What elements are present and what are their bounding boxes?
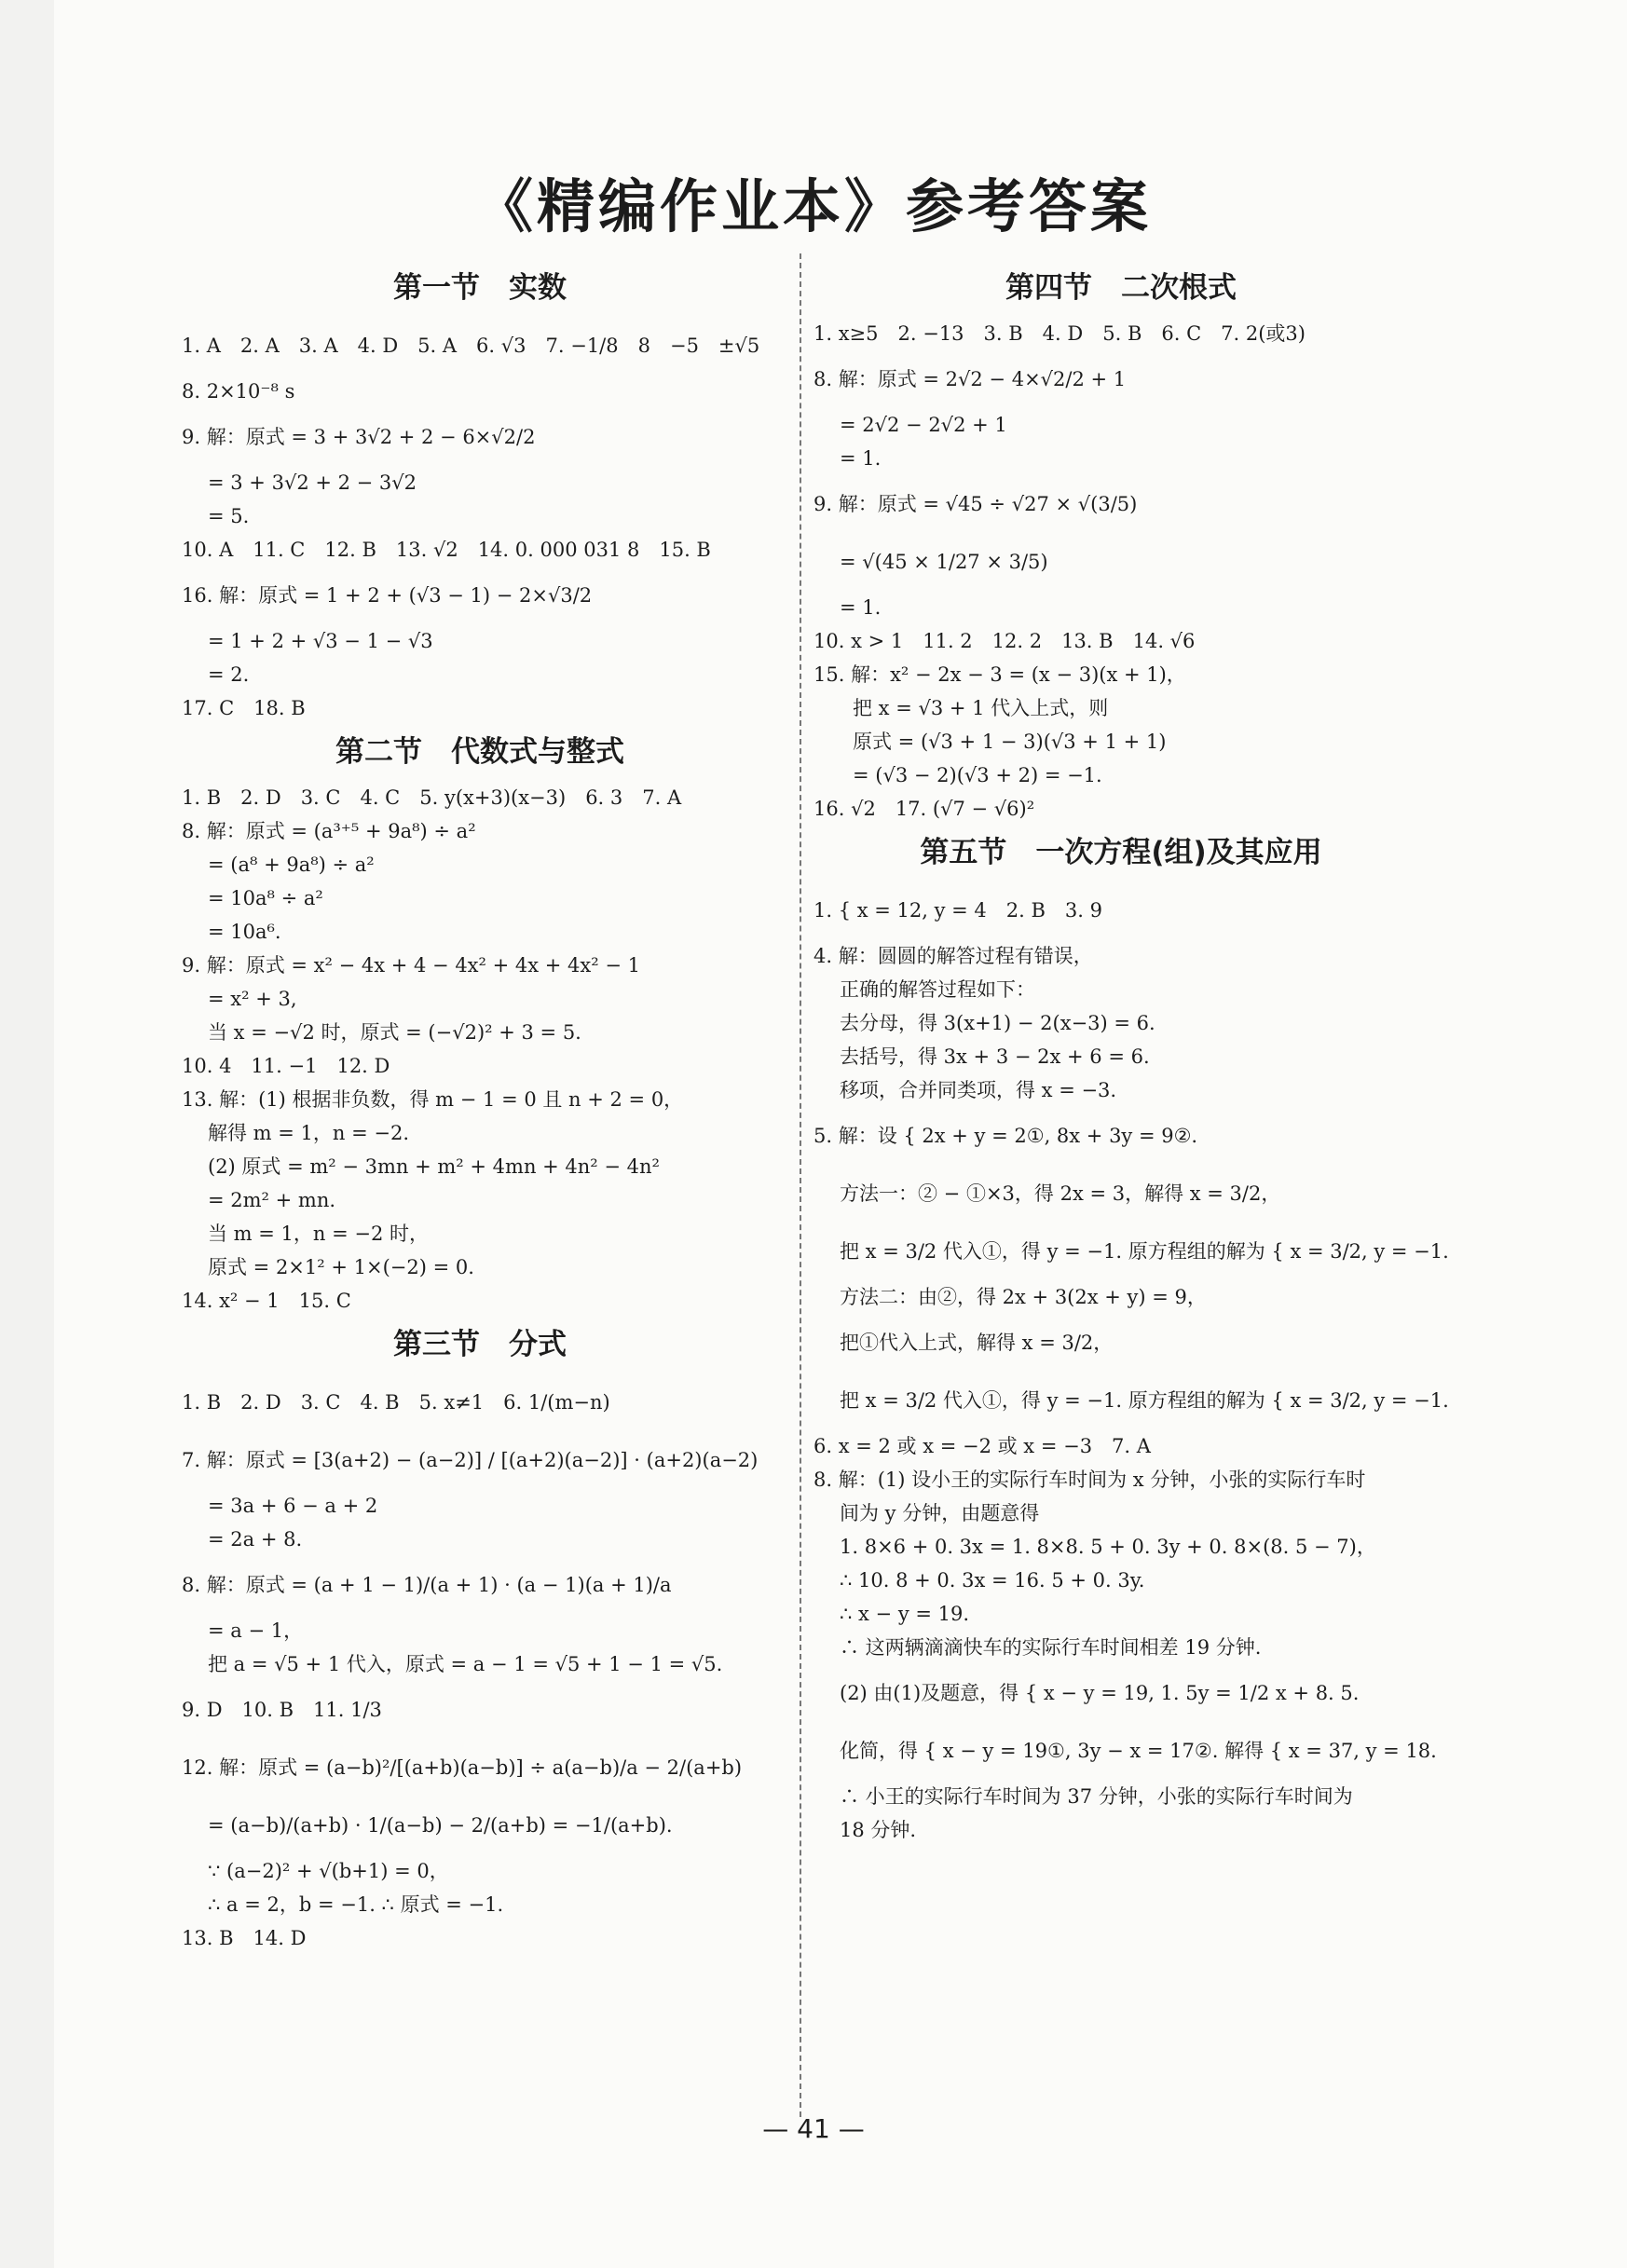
section-heading: 第五节 一次方程(组)及其应用 [920,836,1322,869]
answer-line: = 2a + 8. [208,1528,303,1551]
answer-line: 把 x = 3/2 代入①，得 y = −1. 原方程组的解为 { x = 3/2, y = −1. [840,1389,1449,1412]
column-divider [800,253,801,2117]
answer-line: 1. { x = 12, y = 4 2. B 3. 9 [814,899,1102,922]
answer-line: 1. B 2. D 3. C 4. B 5. x≠1 6. 1/(m−n) [182,1391,610,1414]
answer-line: 16. √2 17. (√7 − √6)² [814,798,1035,820]
answer-line: = 1. [840,447,882,470]
answer-line: ∴ 10. 8 + 0. 3x = 16. 5 + 0. 3y. [840,1569,1145,1592]
answer-line: 1. B 2. D 3. C 4. C 5. y(x+3)(x−3) 6. 3 7. A [182,786,682,809]
answer-line: 13. 解：(1) 根据非负数，得 m − 1 = 0 且 n + 2 = 0， [182,1088,684,1111]
answer-line: 6. x = 2 或 x = −2 或 x = −3 7. A [814,1435,1151,1457]
answer-line: 1. 8×6 + 0. 3x = 1. 8×8. 5 + 0. 3y + 0. 8×(8. 5 − 7)， [840,1536,1376,1558]
answer-line: 解得 m = 1，n = −2. [208,1122,409,1144]
answer-line: (2) 由(1)及题意，得 { x − y = 19, 1. 5y = 1/2 x + 8. 5. [840,1682,1360,1704]
answer-line: = (√3 − 2)(√3 + 2) = −1. [853,764,1102,786]
answer-line: 10. x > 1 11. 2 12. 2 13. B 14. √6 [814,630,1196,652]
answer-line: 把①代入上式，解得 x = 3/2， [840,1332,1114,1354]
answer-line: 化简，得 { x − y = 19①, 3y − x = 17②. 解得 { x = 37, y = 18. [840,1740,1437,1762]
answer-line: = a − 1， [208,1619,304,1642]
answer-line: 8. 解：(1) 设小王的实际行车时间为 x 分钟，小张的实际行车时 [814,1469,1366,1491]
answer-line: 原式 = 2×1² + 1×(−2) = 0. [208,1256,474,1278]
answer-line: = 2m² + mn. [208,1189,336,1211]
answer-line: 去分母，得 3(x+1) − 2(x−3) = 6. [840,1012,1155,1034]
answer-line: 方法一：② − ①×3，得 2x = 3，解得 x = 3/2， [840,1182,1281,1205]
answer-line: = (a⁸ + 9a⁸) ÷ a² [208,854,375,876]
answer-line: 移项，合并同类项，得 x = −3. [840,1079,1117,1101]
answer-line: = 10a⁶. [208,921,281,943]
answer-line: 4. 解：圆圆的解答过程有错误， [814,945,1093,967]
answer-line: 9. 解：原式 = √45 ÷ √27 × √(3/5) [814,493,1138,515]
answer-line: 7. 解：原式 = [3(a+2) − (a−2)] / [(a+2)(a−2)] · (a+2)(a−2) [182,1449,759,1471]
answer-line: = 5. [208,505,250,527]
answer-line: = 3a + 6 − a + 2 [208,1495,378,1517]
answer-line: 10. 4 11. −1 12. D [182,1055,390,1077]
answer-line: 12. 解：原式 = (a−b)²/[(a+b)(a−b)] ÷ a(a−b)/a − 2/(a+b) [182,1756,743,1779]
section-heading: 第二节 代数式与整式 [335,735,624,769]
answer-line: = √(45 × 1/27 × 3/5) [840,551,1048,573]
answer-line: = 2. [208,663,250,686]
answer-line: 1. A 2. A 3. A 4. D 5. A 6. √3 7. −1/8 8 −5 ±√5 [182,335,760,357]
section-heading: 第三节 分式 [393,1328,567,1361]
answer-line: 16. 解：原式 = 1 + 2 + (√3 − 1) − 2×√3/2 [182,584,593,607]
answer-line: 当 x = −√2 时，原式 = (−√2)² + 3 = 5. [208,1021,581,1044]
answer-line: = 10a⁸ ÷ a² [208,887,323,909]
answer-line: 把 a = √5 + 1 代入，原式 = a − 1 = √5 + 1 − 1 = √5. [208,1653,723,1675]
answer-line: 9. D 10. B 11. 1/3 [182,1699,382,1721]
answer-line: ∴ a = 2，b = −1. ∴ 原式 = −1. [208,1893,504,1916]
answer-line: = x² + 3, [208,988,297,1010]
answer-line: 13. B 14. D [182,1927,307,1949]
answer-line: = 2√2 − 2√2 + 1 [840,414,1007,436]
answer-line: 去括号，得 3x + 3 − 2x + 6 = 6. [840,1045,1150,1068]
answer-line: 当 m = 1，n = −2 时， [208,1223,429,1245]
answer-line: 正确的解答过程如下： [840,978,1035,1001]
answer-line: 方法二：由②，得 2x + 3(2x + y) = 9， [840,1286,1207,1308]
answer-line: 5. 解：设 { 2x + y = 2①, 8x + 3y = 9②. [814,1125,1198,1147]
answer-line: 8. 解：原式 = (a + 1 − 1)/(a + 1) · (a − 1)(a + 1)/a [182,1574,672,1596]
answer-line: (2) 原式 = m² − 3mn + m² + 4mn + 4n² − 4n² [208,1155,660,1178]
left-column [182,261,778,1955]
page-title: 《精编作业本》参考答案 [474,172,1152,240]
section-heading: 第四节 二次根式 [1005,271,1237,305]
answer-line: = 1 + 2 + √3 − 1 − √3 [208,630,433,652]
answer-line: 原式 = (√3 + 1 − 3)(√3 + 1 + 1) [853,731,1167,753]
answer-line: ∵ (a−2)² + √(b+1) = 0， [208,1860,449,1882]
answer-line: ∴ x − y = 19. [840,1603,970,1625]
page-number: — 41 — [762,2113,865,2144]
answer-line: 8. 解：原式 = (a³⁺⁵ + 9a⁸) ÷ a² [182,820,476,842]
answer-line: ∴ 小王的实际行车时间为 37 分钟，小张的实际行车时间为 [840,1785,1353,1808]
answer-line: 1. x≥5 2. −13 3. B 4. D 5. B 6. C 7. 2(或3) [814,322,1306,345]
answer-line: = 3 + 3√2 + 2 − 3√2 [208,471,417,494]
answer-line: 9. 解：原式 = 3 + 3√2 + 2 − 6×√2/2 [182,426,536,448]
answer-line: ∴ 这两辆滴滴快车的实际行车时间相差 19 分钟. [840,1636,1262,1659]
answer-line: = (a−b)/(a+b) · 1/(a−b) − 2/(a+b) = −1/(a+b). [208,1814,673,1837]
answer-line: 8. 解：原式 = 2√2 − 4×√2/2 + 1 [814,368,1127,390]
answer-line: 18 分钟. [840,1819,917,1841]
right-column [814,261,1449,1847]
answer-line: 10. A 11. C 12. B 13. √2 14. 0. 000 031 8 15. B [182,539,711,561]
answer-line: 15. 解：x² − 2x − 3 = (x − 3)(x + 1)， [814,663,1186,686]
answer-line: 17. C 18. B [182,697,306,719]
answer-line: 9. 解：原式 = x² − 4x + 4 − 4x² + 4x + 4x² − 1 [182,954,640,977]
section-heading: 第一节 实数 [393,271,567,305]
answer-line: 8. 2×10⁻⁸ s [182,380,295,403]
answer-line: 把 x = √3 + 1 代入上式，则 [853,697,1109,719]
answer-line: 14. x² − 1 15. C [182,1290,351,1312]
answer-line: 把 x = 3/2 代入①，得 y = −1. 原方程组的解为 { x = 3/2, y = −1. [840,1240,1449,1263]
answer-line: 间为 y 分钟，由题意得 [840,1502,1040,1524]
answer-line: = 1. [840,596,882,619]
